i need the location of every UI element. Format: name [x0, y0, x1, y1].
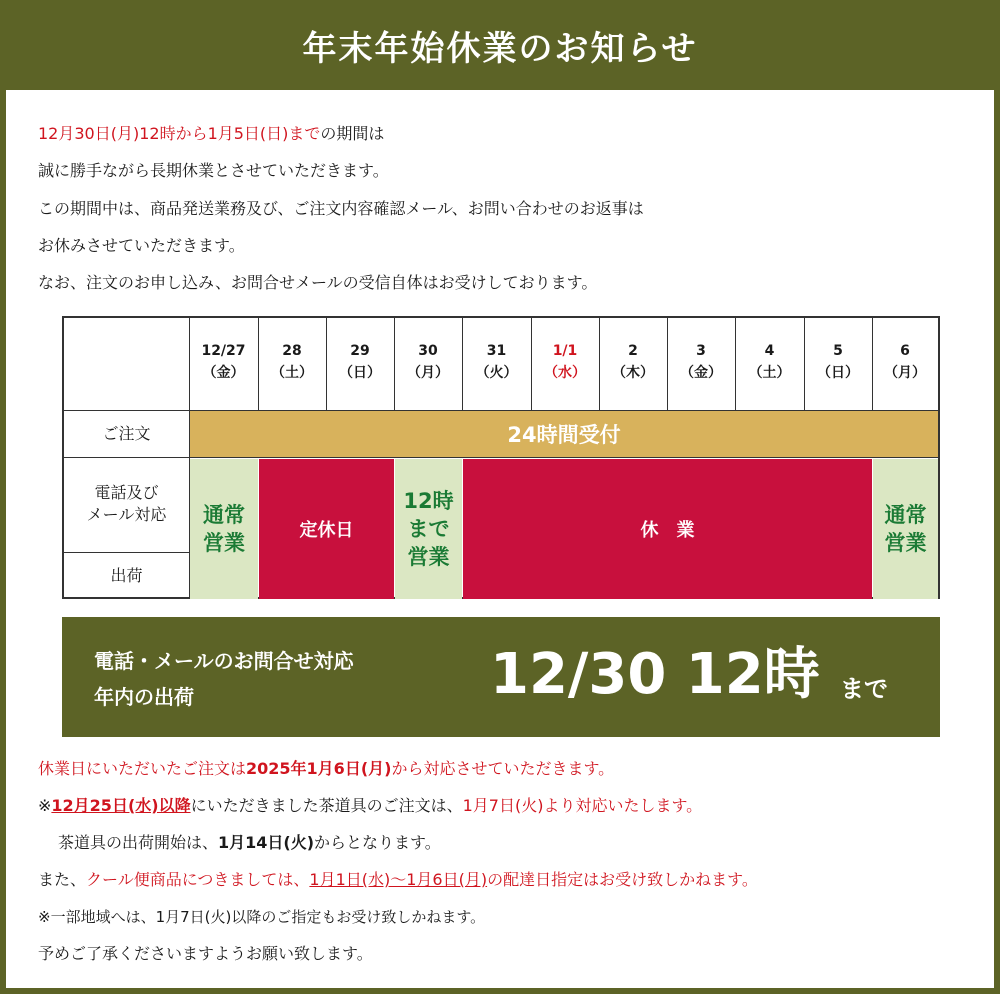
- row-label-shipping: 出荷: [110, 566, 143, 585]
- banner-line-1: 電話・メールのお問合せ対応: [94, 649, 354, 673]
- normal-business-block: 通常 営業: [190, 459, 258, 599]
- day-header: 3 （金）: [680, 343, 722, 381]
- day-header-holiday: 1/1 （水）: [544, 343, 586, 381]
- day-header: 12/27 （金）: [201, 343, 246, 381]
- note-line-2: ※12月25日(水)以降にいただきました茶道具のご注文は、1月7日(火)より対応いたします。: [38, 796, 703, 815]
- open-until-noon-block: 12時 まで 営業: [395, 459, 462, 599]
- day-header: 30 （月）: [407, 343, 449, 381]
- note-line-5: ※一部地域へは、1月7日(火)以降のご指定もお受け致しかねます。: [38, 908, 486, 926]
- intro-line-1: [38, 124, 384, 144]
- row-label-phone-mail: 電話及び メール対応: [86, 483, 167, 524]
- intro-line-3: この期間中は、商品発送業務及び、ご注文内容確認メール、お問い合わせのお返事は: [38, 199, 644, 218]
- intro-line-1-rest: の期間は: [320, 124, 385, 143]
- day-header: 2 （木）: [612, 343, 654, 381]
- day-header: 4 （土）: [748, 343, 791, 381]
- banner-until: まで: [840, 675, 888, 703]
- day-header: 31 （火）: [475, 343, 518, 381]
- day-header: 29 （日）: [339, 343, 381, 381]
- banner-line-2: 年内の出荷: [94, 685, 194, 709]
- intro-line-5: なお、注文のお申し込み、お問合せメールの受信自体はお受けしております。: [38, 273, 598, 292]
- page-title: 年末年始休業のお知らせ: [0, 0, 1000, 90]
- note-line-6: 予めご了承くださいますようお願い致します。: [38, 944, 373, 963]
- banner-deadline: 12/30 12時: [490, 642, 820, 707]
- deadline-banner: [62, 617, 940, 737]
- note-line-3: 茶道具の出荷開始は、1月14日(火)からとなります。: [58, 833, 441, 852]
- normal-business-block-end: 通常 営業: [873, 459, 938, 599]
- intro-line-4: お休みさせていただきます。: [38, 236, 245, 255]
- note-line-4: また、クール便商品につきましては、1月1日(水)〜1月6日(月)の配達日指定はお受け致しかねます。: [38, 870, 758, 889]
- schedule-table: [62, 316, 940, 599]
- closed-block: 休 業: [463, 459, 872, 599]
- regular-holiday-block: 定休日: [259, 459, 394, 599]
- intro-line-2: 誠に勝手ながら長期休業とさせていただきます。: [38, 161, 389, 180]
- day-header: 28 （土）: [271, 343, 313, 381]
- day-header: 6 （月）: [884, 343, 926, 381]
- order-24h-bar: 24時間受付: [190, 411, 938, 457]
- closure-period: 12月30日(月)12時から1月5日(日)まで: [38, 124, 321, 143]
- note-line-1: 休業日にいただいたご注文は2025年1月6日(月)から対応させていただきます。: [38, 759, 615, 778]
- day-header: 5 （日）: [817, 343, 859, 381]
- row-label-order: ご注文: [102, 424, 151, 443]
